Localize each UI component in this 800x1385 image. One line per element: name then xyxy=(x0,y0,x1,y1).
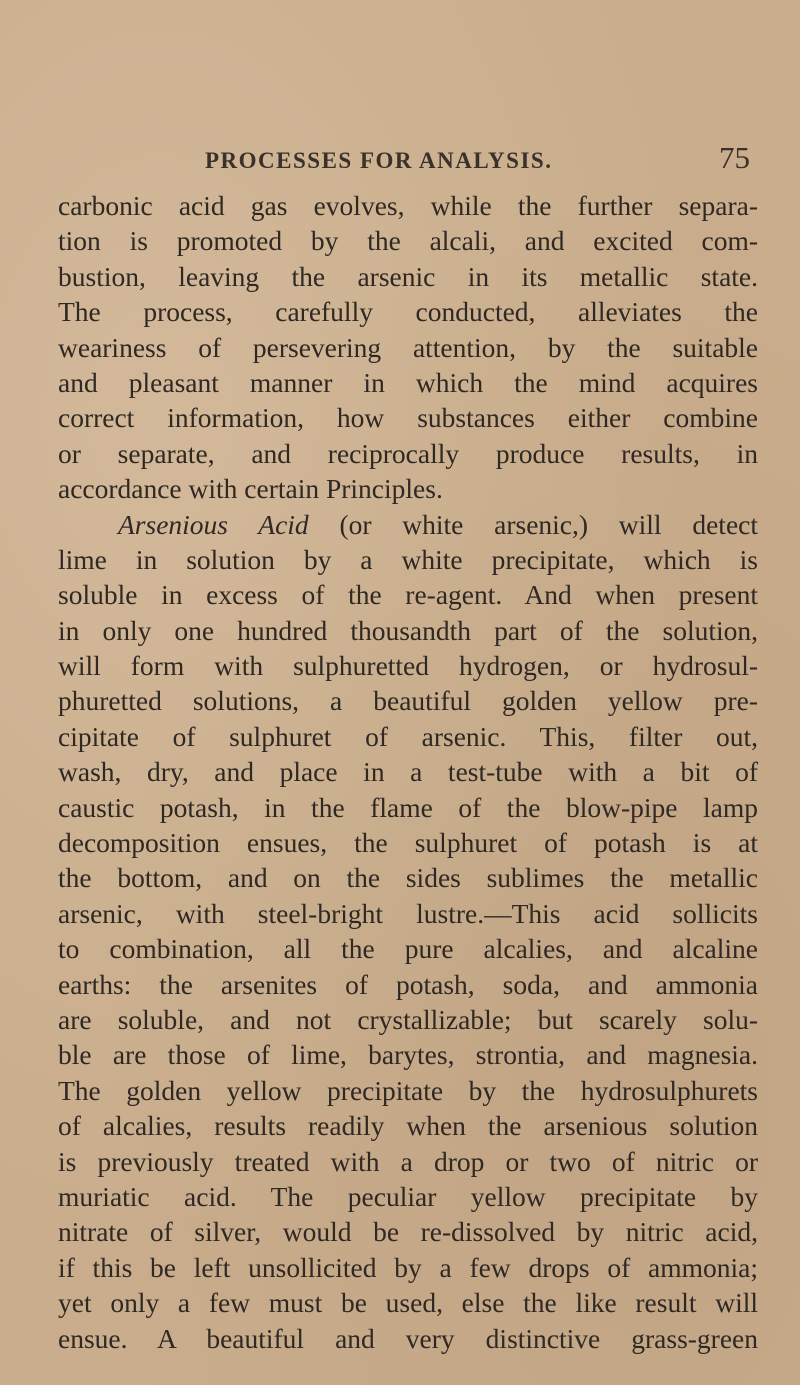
text-line-32: yet only a few must be used, else the like result will xyxy=(58,1287,758,1319)
text-line-25: ble are those of lime, barytes, strontia, and magnesia. xyxy=(58,1039,758,1071)
text-line-5: weariness of persevering attention, by the suitable xyxy=(58,331,758,363)
text-line-14: will form with sulphuretted hydrogen, or hydrosul- xyxy=(58,650,758,682)
running-head xyxy=(205,140,750,180)
arsenious-acid-heading: Arsenious Acid xyxy=(118,508,309,540)
text-line-2: tion is promoted by the alcali, and excited com- xyxy=(58,225,758,257)
text-line-9: accordance with certain Principles. xyxy=(58,473,443,505)
text-line-4: The process, carefully conducted, alleviates the xyxy=(58,296,758,328)
text-line-15: phuretted solutions, a beautiful golden yellow pre- xyxy=(58,685,758,717)
text-line-21: arsenic, with steel-bright lustre.—This acid sollicits xyxy=(58,897,758,929)
text-line-18: caustic potash, in the flame of the blow-pipe lamp xyxy=(58,791,758,823)
page-number: 75 xyxy=(719,140,750,175)
text-line-24: are soluble, and not crystallizable; but scarely solu- xyxy=(58,1003,758,1035)
text-line-29: muriatic acid. The peculiar yellow precipitate by xyxy=(58,1180,758,1212)
running-head-title: PROCESSES FOR ANALYSIS. xyxy=(205,148,553,173)
text-line-12: soluble in excess of the re-agent. And when present xyxy=(58,579,758,611)
text-line-30: nitrate of silver, would be re-dissolved by nitric acid, xyxy=(58,1216,758,1248)
text-line-31: if this be left unsollicited by a few drops of ammonia; xyxy=(58,1251,758,1283)
text-line-11: lime in solution by a white precipitate, which is xyxy=(58,543,758,575)
text-line-19: decomposition ensues, the sulphuret of potash is at xyxy=(58,827,758,859)
text-line-27: of alcalies, results readily when the arsenious solution xyxy=(58,1110,758,1142)
text-line-17: wash, dry, and place in a test-tube with a bit of xyxy=(58,756,758,788)
text-line-7: correct information, how substances either combine xyxy=(58,402,758,434)
text-line-33: ensue. A beautiful and very distinctive grass-green xyxy=(58,1322,758,1354)
text-line-22: to combination, all the pure alcalies, and alcaline xyxy=(58,933,758,965)
text-line-6: and pleasant manner in which the mind acquires xyxy=(58,366,758,398)
paragraph-2-first-line-rest: (or white arsenic,) will detect xyxy=(308,508,758,540)
body-text xyxy=(58,188,758,1356)
text-line-3: bustion, leaving the arsenic in its metallic state. xyxy=(58,260,758,292)
text-line-1: carbonic acid gas evolves, while the further separa- xyxy=(58,190,758,221)
text-line-13: in only one hundred thousandth part of the solution, xyxy=(58,614,758,646)
text-line-26: The golden yellow precipitate by the hydrosulphurets xyxy=(58,1074,758,1106)
text-line-16: cipitate of sulphuret of arsenic. This, filter out, xyxy=(58,720,758,752)
paragraph-2-first-line xyxy=(58,507,758,542)
text-line-8: or separate, and reciprocally produce results, in xyxy=(58,437,758,469)
text-line-20: the bottom, and on the sides sublimes the metallic xyxy=(58,862,758,894)
text-line-23: earths: the arsenites of potash, soda, and ammonia xyxy=(58,968,758,1000)
text-line-28: is previously treated with a drop or two of nitric or xyxy=(58,1145,758,1177)
